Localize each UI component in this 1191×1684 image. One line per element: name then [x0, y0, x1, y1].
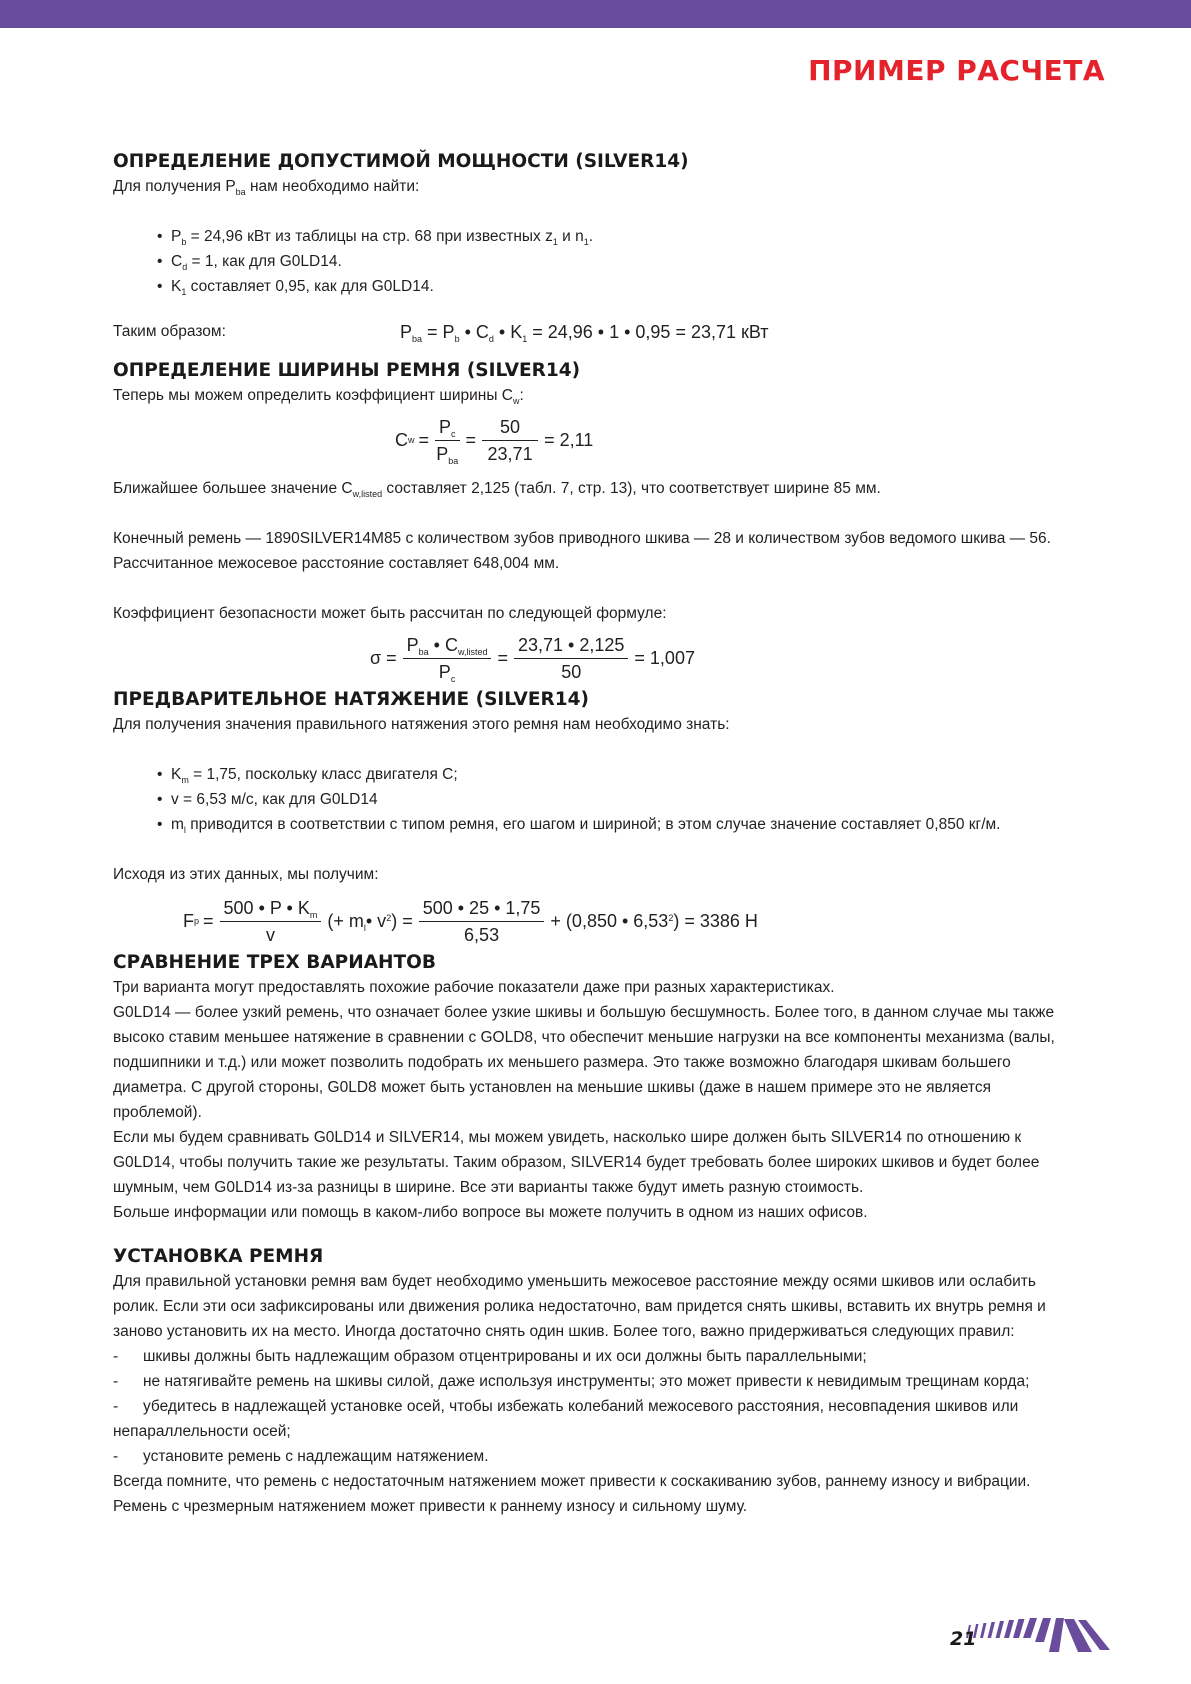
paragraph-line: высоко ставим меньшее натяжение в сравнении с GOLD8, что обеспечит меньшие нагрузки на все компоненты механизма (валы,: [113, 1029, 1055, 1046]
paragraph-line: G0LD14, чтобы получить такие же результаты. Таким образом, SILVER14 будет требовать более широких шкивов и будет более: [113, 1154, 1040, 1171]
list-item: • $C_d = 1$, как для G0LD14.: [171, 249, 1103, 274]
fraction: $\frac{P_{ba} • C_{w,listed}}{P_c}$: [403, 634, 492, 683]
section-heading-allowable-power: ОПРЕДЕЛЕНИЕ ДОПУСТИМОЙ МОЩНОСТИ (SILVER14): [113, 151, 689, 172]
paragraph-line: заново установить их на место. Иногда достаточно снять один шкив. Более того, важно придерживаться следующих правил:: [113, 1323, 1015, 1340]
rules-list: [113, 1344, 1103, 1419]
list-item: • $K_1$ составляет 0,95, как для G0LD14.: [171, 274, 1103, 299]
list-item: • $K_m = 1,75$, поскольку класс двигателя C;: [171, 762, 1103, 787]
paragraph-line: Для правильной установки ремня вам будет необходимо уменьшить межосевое расстояние между осями шкивов или ослабить: [113, 1273, 1036, 1290]
section-intro: Теперь мы можем определить коэффициент ширины $C_w$:: [113, 387, 524, 406]
paragraph-line: G0LD14 — более узкий ремень, что означает более узкие шкивы и большую бесшумность. Более того, в данном случае мы также: [113, 1004, 1055, 1021]
list-item: • v = 6,53 м/с, как для G0LD14: [171, 787, 1103, 812]
section-heading-installation: УСТАНОВКА РЕМНЯ: [113, 1246, 324, 1267]
page-title: ПРИМЕР РАСЧЕТА: [808, 54, 1105, 87]
list-item: • $m_l$ приводится в соответствии с типом ремня, его шагом и шириной; в этом случае значение составляет 0,850 кг/м.: [171, 812, 1103, 837]
formula-width-coefficient: C w = $\frac{P_c}{P_{ba}}$ = $\frac{50}{23,71}$ = 2,11: [395, 416, 594, 466]
list-item: - установите ремень с надлежащим натяжением.: [113, 1448, 489, 1465]
formula-allowable-power: [113, 311, 1103, 353]
paragraph: Рассчитанное межосевое расстояние составляет 648,004 мм.: [113, 555, 560, 572]
rules-list: [113, 1444, 1103, 1469]
paragraph-line: Больше информации или помощь в каком-либо вопросе вы можете получить в одном из наших офисов.: [113, 1204, 868, 1221]
list-item: • $P_b = 24,96$ кВт из таблицы на стр. 68 при известных $z_1$ и $n_1$.: [171, 224, 1103, 249]
paragraph: Исходя из этих данных, мы получим:: [113, 866, 379, 883]
page-content: [113, 150, 1103, 1519]
formula-pretension: F p = $\frac{500 • P • K_m}{v}$ (+ $m_l•$ $v^2$) = $\frac{500 • 25 • 1,75}{6,53}$ + (0,850 • $6,53^2) = 3386$ Н: [183, 897, 758, 945]
paragraph-line: непараллельности осей;: [113, 1423, 291, 1440]
bullet-list: [113, 224, 1103, 299]
section-heading-belt-width: ОПРЕДЕЛЕНИЕ ШИРИНЫ РЕМНЯ (SILVER14): [113, 360, 581, 381]
paragraph-line: Если мы будем сравнивать G0LD14 и SILVER14, мы можем увидеть, насколько шире должен быть SILVER14 по отношению к: [113, 1129, 1022, 1146]
list-item: - убедитесь в надлежащей установке осей, чтобы избежать колебаний межосевого расстояния, несовпадения шкивов или: [113, 1398, 1019, 1415]
paragraph-line: Всегда помните, что ремень с недостаточным натяжением может привести к соскакиванию зубов, раннему износу и вибрации.: [113, 1473, 1031, 1490]
paragraph-line: Три варианта могут предоставлять похожие рабочие показатели даже при разных характеристиках.: [113, 979, 835, 996]
paragraph: Ближайшее большее значение $C_{w,listed}$ составляет 2,125 (табл. 7, стр. 13), что соответствует ширине 85 мм.: [113, 480, 881, 499]
paragraph-line: Ремень с чрезмерным натяжением может привести к раннему износу и сильному шуму.: [113, 1498, 748, 1515]
section-heading-comparison: СРАВНЕНИЕ ТРЕХ ВАРИАНТОВ: [113, 952, 436, 973]
fraction: $\frac{50}{23,71}$: [482, 416, 538, 465]
paragraph-line: шумным, чем G0LD14 из-за разницы в ширине. Все эти варианты также будут иметь разную стоимость.: [113, 1179, 864, 1196]
paragraph: Конечный ремень — 1890SILVER14M85 с количеством зубов приводного шкива — 28 и количеством зубов ведомого шкива — 56.: [113, 530, 1051, 547]
fraction: $\frac{P_c}{P_{ba}}$: [436, 416, 459, 466]
page-number: 21: [950, 1628, 977, 1650]
bullet-list: [113, 762, 1103, 837]
paragraph-line: проблемой).: [113, 1104, 202, 1121]
paragraph-line: подшипники и т.д.) или может позволить подобрать их меньшего размера. Это также возможно благодаря шкивам большего: [113, 1054, 1011, 1071]
formula-expression: $P_{ba} = P_b$ • $C_d$ • $K_1 = 24,96$ • 1 • 0,95 = 23,71 кВт: [400, 322, 769, 344]
fraction: $\frac{23,71 • 2,125}{50}$: [514, 634, 628, 683]
formula-label: Таким образом:: [113, 323, 226, 340]
paragraph: Коэффициент безопасности может быть рассчитан по следующей формуле:: [113, 605, 667, 622]
section-intro: Для получения значения правильного натяжения этого ремня нам необходимо знать:: [113, 716, 730, 733]
top-accent-bar: [0, 0, 1191, 28]
section-heading-pretension: ПРЕДВАРИТЕЛЬНОЕ НАТЯЖЕНИЕ (SILVER14): [113, 689, 589, 710]
fraction: $\frac{500 • P • K_m}{v}$: [220, 897, 322, 946]
section-intro: Для получения $P_{ba}$ нам необходимо найти:: [113, 178, 420, 197]
fraction: $\frac{500 • 25 • 1,75}{6,53}$: [419, 897, 545, 946]
paragraph-line: ролик. Если эти оси зафиксированы или движения ролика недостаточно, вам придется снять шкивы, вставить их внутрь ремня и: [113, 1298, 1046, 1315]
paragraph-line: диаметра. С другой стороны, G0LD8 может быть установлен на меньшие шкивы (даже в нашем примере это не является: [113, 1079, 992, 1096]
list-item: - не натягивайте ремень на шкивы силой, даже используя инструменты; это может привести к невидимым трещинам корда;: [113, 1373, 1030, 1390]
list-item: - шкивы должны быть надлежащим образом отцентрированы и их оси должны быть параллельными;: [113, 1348, 867, 1365]
formula-safety-factor: σ = $\frac{P_{ba} • C_{w,listed}}{P_c}$ = $\frac{23,71 • 2,125}{50}$ = 1,007: [370, 634, 695, 684]
